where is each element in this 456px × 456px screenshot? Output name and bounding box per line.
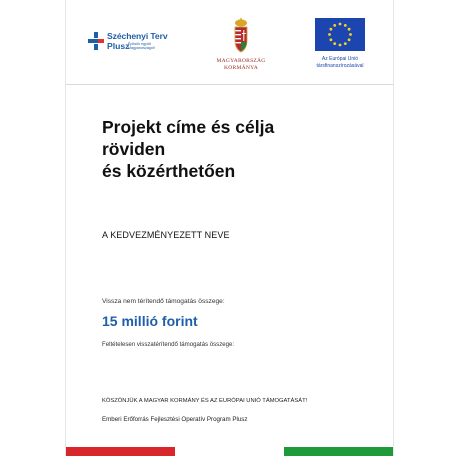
magyarorszag-kormanya-logo [216, 18, 266, 80]
flag-red-stripe [66, 447, 175, 456]
logo-header [66, 0, 393, 84]
hungarian-coat-of-arms-icon [230, 18, 252, 54]
beneficiary-name: A KEDVEZMÉNYEZETT NEVE [102, 230, 230, 240]
national-flag-bar [66, 447, 393, 456]
program-name: Emberi Erőforrás Fejlesztési Operatív Program Plusz [102, 416, 248, 423]
grant-label: Vissza nem térítendő támogatás összege: [102, 298, 225, 305]
eu-line-1: Az Európai Unió [321, 56, 359, 62]
szechenyi-title: Széchenyi Terv [107, 31, 168, 41]
szechenyi-plusz: Plusz [107, 41, 130, 51]
project-title: Projekt címe és célja röviden és közérthetően [102, 117, 275, 181]
header-divider [66, 84, 393, 85]
eu-logo [308, 18, 372, 76]
grant-amount: 15 millió forint [102, 313, 198, 329]
szechenyi-tagline: Építsük együtt Magyarországot! [128, 42, 155, 51]
flag-white-stripe [175, 447, 284, 456]
kormany-line-1: MAGYARORSZÁG [216, 58, 266, 64]
conditional-grant-label: Feltételesen visszatérítendő támogatás összege: [102, 341, 235, 348]
flag-green-stripe [284, 447, 393, 456]
szechenyi-terv-logo [88, 28, 178, 68]
eu-line-2: társfinanszírozásával [316, 63, 364, 69]
eu-stars-icon [315, 18, 365, 51]
thanks-statement: KÖSZÖNJÜK A MAGYAR KORMÁNY ÉS AZ EURÓPAI UNIÓ TÁMOGATÁSÁT! [102, 398, 308, 404]
kormany-line-2: KORMÁNYA [224, 65, 258, 71]
szechenyi-plus-icon [88, 32, 104, 50]
poster [66, 0, 393, 456]
